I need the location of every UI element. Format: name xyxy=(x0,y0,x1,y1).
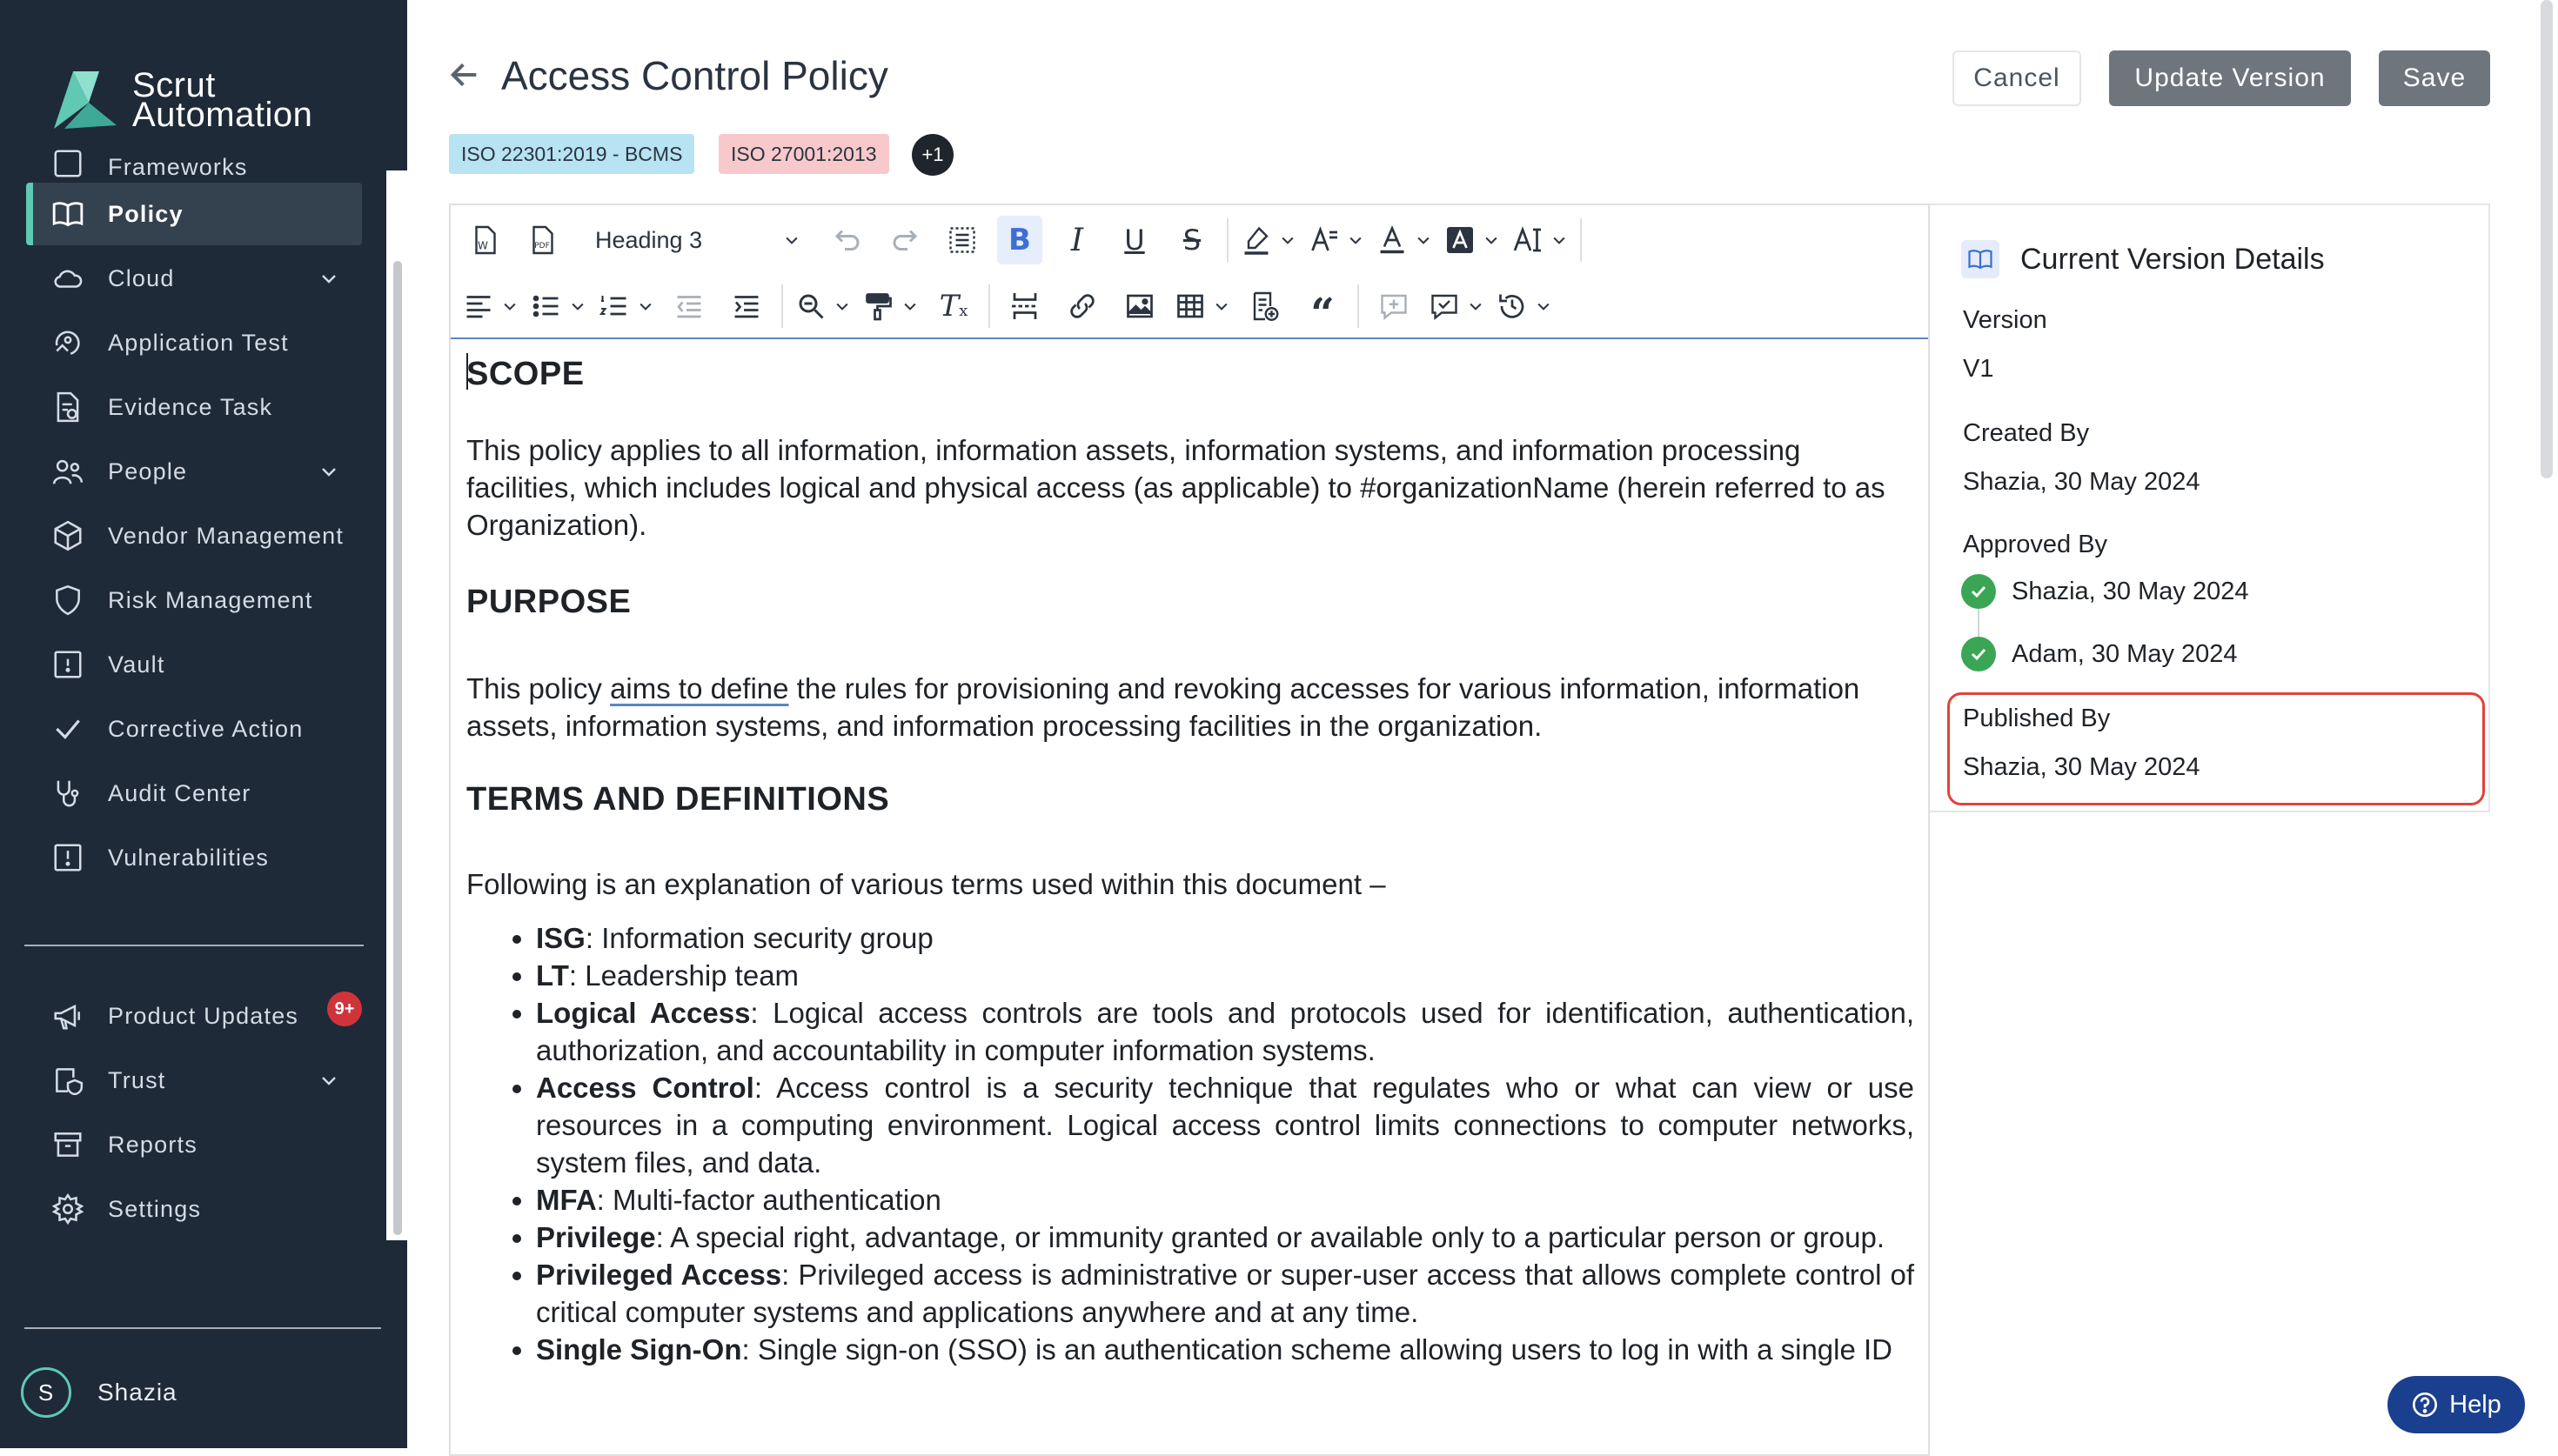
definition: : Information security group xyxy=(585,922,934,954)
find-replace-icon xyxy=(795,291,827,322)
approver-name: Shazia, 30 May 2024 xyxy=(2012,577,2249,605)
font-size-icon xyxy=(1512,224,1544,256)
cancel-button[interactable]: Cancel xyxy=(1952,50,2081,106)
framework-tag[interactable]: ISO 27001:2013 xyxy=(719,134,889,174)
definition: : Multi-factor authentication xyxy=(596,1184,941,1216)
toolbar-separator xyxy=(1357,284,1359,328)
template-add-icon xyxy=(1249,291,1281,322)
paragraph[interactable] xyxy=(466,670,1914,745)
version-details-panel xyxy=(1930,204,2490,812)
add-comment-icon xyxy=(1378,291,1410,322)
chevron-down-icon xyxy=(1213,297,1230,315)
text-style-icon xyxy=(1309,224,1340,256)
format-painter-button[interactable] xyxy=(863,282,919,331)
sidebar-scrollbar-thumb[interactable] xyxy=(393,261,402,1235)
sidebar-item-trust[interactable] xyxy=(26,1049,362,1112)
list-item[interactable] xyxy=(536,1219,1914,1256)
spellcheck-underline[interactable]: aims to define xyxy=(610,672,789,705)
editor-toolbar xyxy=(451,205,1928,339)
approver-item xyxy=(1961,637,2238,671)
user-profile[interactable] xyxy=(21,1367,177,1418)
book-icon xyxy=(1961,240,1999,278)
sidebar-item-corrective-action[interactable] xyxy=(26,698,362,760)
export-pdf-button[interactable] xyxy=(520,216,566,264)
chevron-down-icon xyxy=(1535,297,1552,315)
approved-check-icon xyxy=(1961,574,1996,609)
sidebar-item-label: Risk Management xyxy=(108,586,313,613)
font-size-button[interactable] xyxy=(1512,216,1568,264)
definition: : A special right, advantage, or immunity granted or available only to a particular person or group. xyxy=(655,1221,1885,1253)
page-break-button[interactable] xyxy=(1002,282,1048,331)
highlighter-icon xyxy=(1241,224,1272,256)
shield-icon xyxy=(50,583,85,618)
svg-text:W: W xyxy=(478,239,488,252)
bulleted-list-button[interactable] xyxy=(531,282,586,331)
text-style-button[interactable] xyxy=(1309,216,1364,264)
megaphone-icon xyxy=(50,998,85,1033)
sidebar-item-label: Corrective Action xyxy=(108,715,304,742)
sidebar-item-label: Cloud xyxy=(108,264,175,291)
toolbar-separator xyxy=(988,284,990,328)
sidebar-item-product-updates[interactable] xyxy=(26,985,362,1047)
term: ISG xyxy=(536,922,586,954)
chevron-down-icon[interactable] xyxy=(318,1070,339,1091)
list-item[interactable] xyxy=(536,1181,1914,1219)
bold-button[interactable] xyxy=(997,216,1042,264)
term: Logical Access xyxy=(536,997,751,1029)
created-by-value: Shazia, 30 May 2024 xyxy=(1963,468,2200,496)
image-icon xyxy=(1124,291,1155,322)
framework-tag[interactable]: ISO 22301:2019 - BCMS xyxy=(449,134,694,174)
numbered-list-icon xyxy=(599,291,630,322)
background-color-button[interactable] xyxy=(1444,216,1500,264)
chevron-down-icon xyxy=(834,297,851,315)
heading-select[interactable] xyxy=(578,216,813,264)
bulleted-list-icon xyxy=(531,291,562,322)
sidebar-item-label: Trust xyxy=(108,1066,166,1093)
select-all-button[interactable] xyxy=(940,216,985,264)
back-arrow-icon[interactable] xyxy=(447,57,482,92)
sidebar-item-label: Reports xyxy=(108,1131,198,1158)
sidebar-item-label: Policy xyxy=(108,200,184,227)
list-item[interactable] xyxy=(536,957,1914,994)
approval-timeline-line xyxy=(1978,609,1979,640)
more-tags-badge[interactable]: +1 xyxy=(912,134,954,176)
sidebar-item-people[interactable] xyxy=(26,440,362,503)
sidebar xyxy=(0,0,407,1448)
comments-button[interactable] xyxy=(1429,282,1484,331)
published-by-value: Shazia, 30 May 2024 xyxy=(1963,753,2200,781)
approved-check-icon xyxy=(1961,637,1996,671)
chevron-down-icon xyxy=(1550,231,1568,249)
version-value: V1 xyxy=(1963,355,1994,383)
term: Privileged Access xyxy=(536,1259,782,1291)
list-item[interactable] xyxy=(536,1256,1914,1331)
export-word-button[interactable] xyxy=(463,216,508,264)
sidebar-item-vault[interactable] xyxy=(26,633,362,696)
align-button[interactable] xyxy=(463,282,519,331)
definition: : Leadership team xyxy=(568,959,800,992)
table-icon xyxy=(1175,291,1206,322)
clear-formatting-button[interactable] xyxy=(931,282,976,331)
sidebar-item-vulnerabilities[interactable] xyxy=(26,826,362,889)
svg-text:PDF: PDF xyxy=(534,242,550,250)
archive-icon xyxy=(50,1127,85,1162)
add-comment-button[interactable] xyxy=(1371,282,1416,331)
sidebar-item-evidence-task[interactable] xyxy=(26,376,362,438)
people-icon xyxy=(50,454,85,489)
list-item[interactable] xyxy=(536,1069,1914,1181)
sidebar-item-application-test[interactable] xyxy=(26,311,362,374)
cloud-icon xyxy=(50,261,85,296)
scrut-logo-icon xyxy=(47,64,118,136)
app-test-icon xyxy=(50,325,85,360)
insert-template-button[interactable] xyxy=(1242,282,1288,331)
chevron-down-icon xyxy=(637,297,654,315)
list-item[interactable] xyxy=(536,1331,1914,1368)
box-icon xyxy=(50,518,85,553)
definition: : Access control is a security technique that regulates who or what can view or use resources in a computing environment. Logical access control limits connections to computer networks, system files, and data. xyxy=(536,1072,1914,1179)
sidebar-item-policy[interactable] xyxy=(26,183,362,245)
toolbar-separator xyxy=(1580,218,1582,262)
brand-line-1: Scrut xyxy=(132,66,216,104)
export-word-icon xyxy=(470,224,501,256)
section-heading[interactable] xyxy=(466,353,1914,393)
term: LT xyxy=(536,959,569,992)
sidebar-item-label: Evidence Task xyxy=(108,393,273,420)
page-scrollbar-thumb[interactable] xyxy=(2541,0,2553,478)
panel-title xyxy=(1961,240,2325,278)
background-color-icon xyxy=(1444,224,1476,256)
term: Privilege xyxy=(536,1221,656,1253)
term: Single Sign-On xyxy=(536,1333,742,1366)
sidebar-item-label: Settings xyxy=(108,1195,202,1222)
notification-badge: 9+ xyxy=(327,992,362,1026)
sidebar-item-label: Product Updates xyxy=(108,1002,299,1029)
brand-line-2: Automation xyxy=(132,96,313,134)
toolbar-separator xyxy=(781,284,783,328)
align-left-icon xyxy=(463,291,494,322)
chevron-down-icon xyxy=(1483,231,1500,249)
help-label: Help xyxy=(2449,1390,2501,1419)
insert-image-button[interactable] xyxy=(1117,282,1162,331)
approver-item xyxy=(1961,574,2248,609)
sidebar-item-settings[interactable] xyxy=(26,1178,362,1240)
document-body[interactable] xyxy=(466,353,1914,1368)
check-icon xyxy=(50,711,85,746)
redo-button[interactable] xyxy=(882,216,927,264)
history-icon xyxy=(1497,291,1528,322)
italic-button[interactable] xyxy=(1055,216,1100,264)
created-by-label: Created By xyxy=(1963,419,2090,447)
sidebar-divider xyxy=(24,945,364,946)
strikethrough-button[interactable] xyxy=(1169,216,1215,264)
chevron-down-icon xyxy=(501,297,519,315)
sidebar-item-label: Frameworks xyxy=(108,154,248,180)
sidebar-item-label: People xyxy=(108,458,188,484)
highlight-button[interactable] xyxy=(1241,216,1296,264)
paragraph[interactable]: Following is an explanation of various terms used within this document – xyxy=(466,868,1386,900)
list-item[interactable] xyxy=(536,919,1914,957)
update-version-button[interactable]: Update Version xyxy=(2109,50,2351,106)
quote-icon: “ xyxy=(1310,290,1335,338)
numbered-list-button[interactable] xyxy=(599,282,654,331)
help-circle-icon xyxy=(2411,1391,2439,1419)
chevron-down-icon[interactable] xyxy=(318,268,339,289)
scope-heading: SCOPE xyxy=(466,356,585,392)
toolbar-row-1 xyxy=(463,214,1594,266)
approved-by-label: Approved By xyxy=(1963,531,2108,558)
definition: : Privileged access is administrative or super-user access that allows complete control of critical computer systems and applications anywhere and at any time. xyxy=(536,1259,1914,1328)
font-color-icon xyxy=(1376,224,1408,256)
vault-icon xyxy=(50,647,85,682)
strikethrough-icon: S xyxy=(1182,224,1202,257)
undo-icon xyxy=(832,224,863,256)
panel-title-text: Current Version Details xyxy=(2020,242,2325,276)
chevron-down-icon xyxy=(783,231,800,249)
term: Access Control xyxy=(536,1072,754,1104)
section-heading[interactable]: PURPOSE xyxy=(466,584,632,620)
underline-icon: U xyxy=(1124,224,1145,257)
save-button[interactable]: Save xyxy=(2379,50,2490,106)
gear-icon xyxy=(50,1192,85,1226)
sidebar-item-label: Vulnerabilities xyxy=(108,844,270,871)
font-color-button[interactable] xyxy=(1376,216,1432,264)
frameworks-icon xyxy=(50,146,85,181)
section-heading[interactable]: TERMS AND DEFINITIONS xyxy=(466,781,890,818)
chevron-down-icon xyxy=(1415,231,1432,249)
avatar: S xyxy=(21,1367,71,1418)
user-name: Shazia xyxy=(97,1379,177,1406)
bold-icon: B xyxy=(1008,223,1031,257)
chevron-down-icon xyxy=(1279,231,1296,249)
definition: : Single sign-on (SSO) is an authentication scheme allowing users to log in with a single ID xyxy=(741,1333,1893,1366)
indent-icon xyxy=(731,291,762,322)
indent-button[interactable] xyxy=(724,282,769,331)
sidebar-item-vendor-management[interactable] xyxy=(26,504,362,567)
insert-table-button[interactable] xyxy=(1175,282,1230,331)
brand-logo[interactable] xyxy=(47,64,312,136)
underline-button[interactable] xyxy=(1112,216,1157,264)
version-label: Version xyxy=(1963,306,2047,334)
sidebar-item-reports[interactable] xyxy=(26,1113,362,1176)
blockquote-button[interactable] xyxy=(1300,282,1345,338)
text-run: This policy xyxy=(466,672,611,705)
terms-list xyxy=(466,919,1914,1368)
chevron-down-icon xyxy=(901,297,919,315)
sidebar-item-audit-center[interactable] xyxy=(26,762,362,825)
export-pdf-icon xyxy=(527,224,559,256)
toolbar-separator xyxy=(1227,218,1229,262)
select-all-icon xyxy=(947,224,978,256)
stethoscope-icon xyxy=(50,776,85,811)
alert-square-icon xyxy=(50,840,85,875)
comments-icon xyxy=(1429,291,1460,322)
toolbar-row-2 xyxy=(463,280,1564,338)
sidebar-item-label: Vault xyxy=(108,651,165,678)
page-title: Access Control Policy xyxy=(501,53,888,98)
page-break-icon xyxy=(1009,291,1041,322)
paragraph[interactable]: This policy applies to all information, information assets, information systems, and information processing facilities, which includes logical and physical access (as applicable) to #organizationName (herein referred to as Organization). xyxy=(466,434,1885,541)
sidebar-divider xyxy=(24,1327,381,1329)
sidebar-item-label: Application Test xyxy=(108,329,289,356)
sidebar-item-frameworks[interactable] xyxy=(26,143,362,181)
definition: : Logical access controls are tools and protocols used for identification, authentication, authorization, and accountability in computer information systems. xyxy=(536,997,1914,1066)
italic-icon: I xyxy=(1070,222,1084,258)
book-open-icon xyxy=(50,197,85,231)
policy-editor xyxy=(449,204,1930,1456)
approver-name: Adam, 30 May 2024 xyxy=(2012,639,2238,668)
sidebar-item-label: Vendor Management xyxy=(108,522,345,549)
sidebar-bottom-nav xyxy=(0,985,383,1242)
published-by-label: Published By xyxy=(1963,705,2111,732)
chevron-down-icon[interactable] xyxy=(318,461,339,482)
trust-icon xyxy=(50,1063,85,1098)
help-button[interactable] xyxy=(2387,1376,2525,1433)
find-replace-button[interactable] xyxy=(795,282,851,331)
chevron-down-icon xyxy=(569,297,586,315)
clear-format-icon: Tx xyxy=(939,289,968,324)
evidence-icon xyxy=(50,390,85,424)
redo-icon xyxy=(889,224,921,256)
term: MFA xyxy=(536,1184,597,1216)
outdent-icon xyxy=(673,291,705,322)
sidebar-item-label: Audit Center xyxy=(108,779,251,806)
heading-select-value: Heading 3 xyxy=(595,226,703,253)
sidebar-item-cloud[interactable] xyxy=(26,247,362,310)
chevron-down-icon xyxy=(1467,297,1484,315)
chevron-down-icon xyxy=(1347,231,1364,249)
revision-history-button[interactable] xyxy=(1497,282,1552,331)
brand-name xyxy=(132,66,313,134)
outdent-button[interactable] xyxy=(666,282,712,331)
link-button[interactable] xyxy=(1060,282,1105,331)
undo-button[interactable] xyxy=(825,216,870,264)
sidebar-item-risk-management[interactable] xyxy=(26,569,362,631)
list-item[interactable] xyxy=(536,994,1914,1069)
paint-roller-icon xyxy=(863,291,894,322)
link-icon xyxy=(1067,291,1098,322)
text-run: the rules for provisioning and revoking accesses for various information, information assets, information systems, and information processing facilities in the organization. xyxy=(466,672,1860,742)
